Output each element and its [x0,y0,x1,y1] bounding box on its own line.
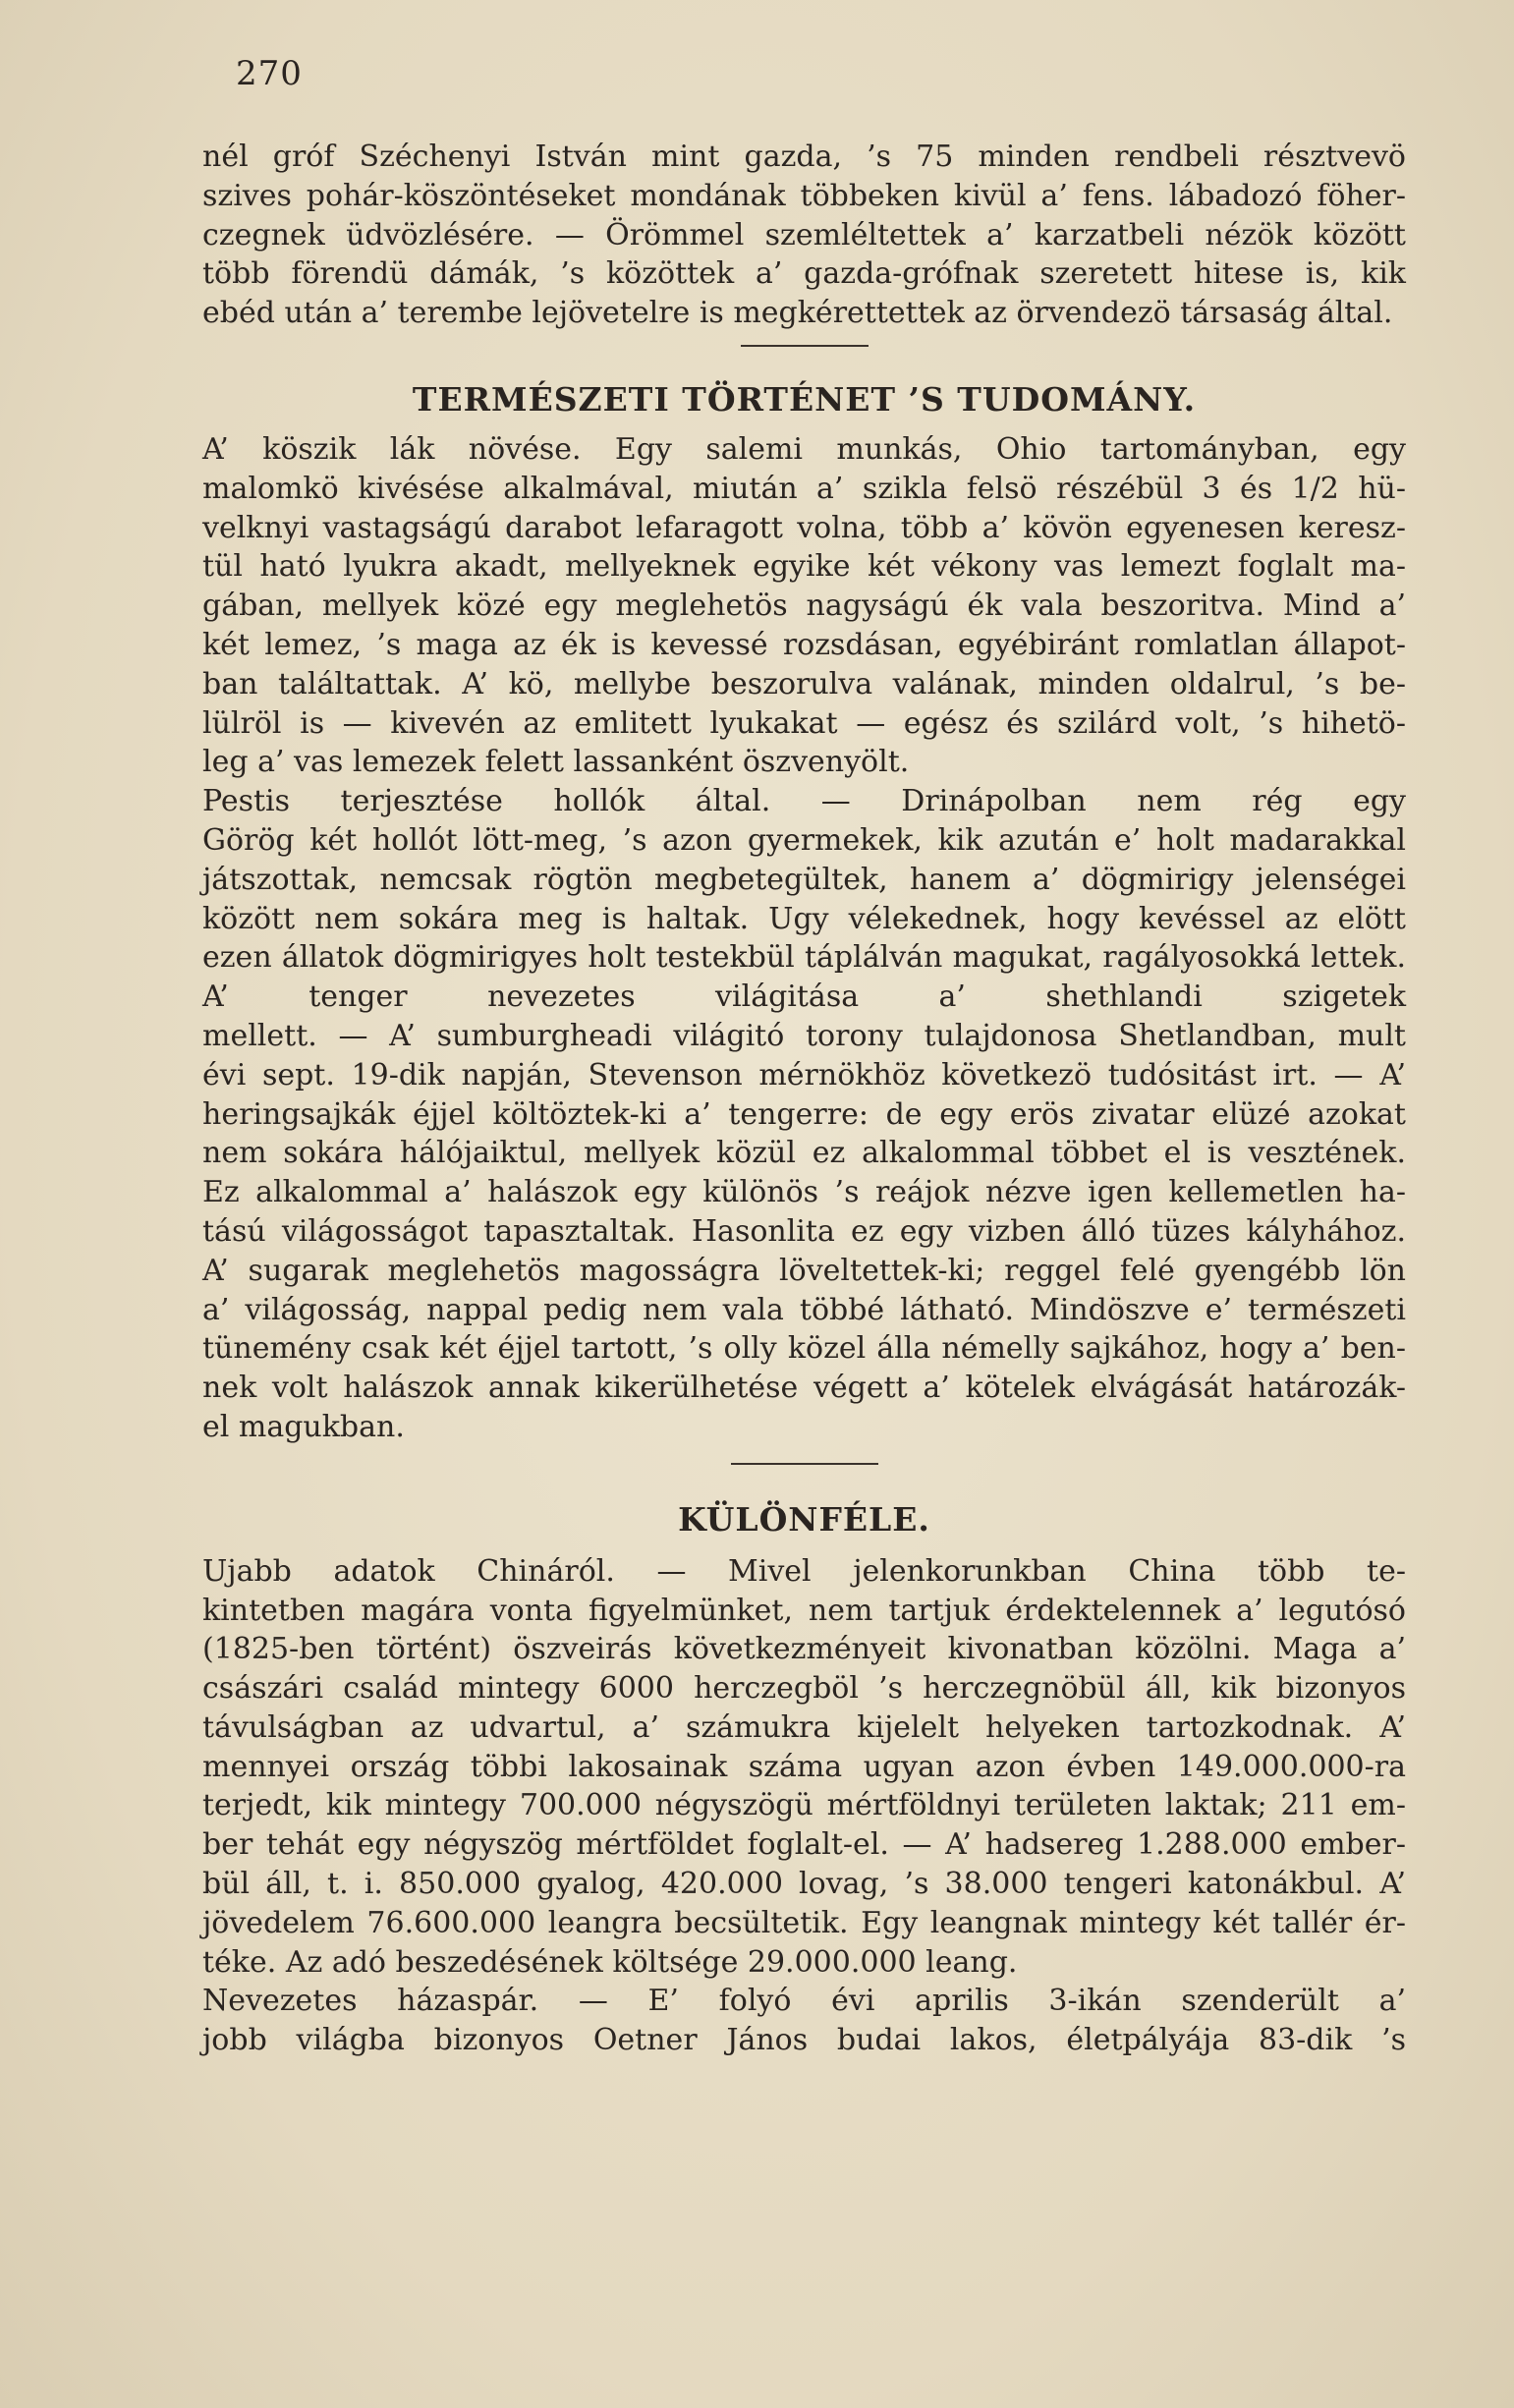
text-line: tású világosságot tapasztaltak. Hasonlita ez egy vizben álló tüzes kályhához. [202,1213,1406,1249]
paragraph-rock-growth [202,430,1406,782]
text-line: ban találtattak. A’ kö, mellybe beszorulva valának, minden oldalrul, ’s be- [202,666,1406,701]
text-line: ber tehát egy négyszög mértföldet foglalt-el. — A’ hadsereg 1.288.000 ember- [202,1827,1406,1863]
text-line: Nevezetes házaspár. — E’ folyó évi aprilis 3-ikán szenderült a’ [202,1984,1406,2019]
text-line: Ujabb adatok Chináról. — Mivel jelenkorunkban China több te- [202,1553,1406,1589]
text-line: czegnek üdvözlésére. — Örömmel szemléltettek a’ karzatbeli nézök között [202,217,1406,252]
text-line: nél gróf Széchenyi István mint gazda, ’s 75 minden rendbeli résztvevö [202,140,1406,174]
text-line: velknyi vastagságú darabot lefaragott volna, több a’ kövön egyenesen keresz- [202,510,1406,545]
intro-paragraph [202,138,1406,333]
section-divider [741,345,869,347]
section-heading-miscellaneous: KÜLÖNFÉLE. [678,1499,930,1539]
text-line: malomkö kivésése alkalmával, miután a’ szikla felsö részébül 3 és 1/2 hü- [202,471,1406,506]
text-line: A’ tenger nevezetes világitása a’ shethlandi szigetek [202,980,1406,1015]
text-line: nek volt halászok annak kikerülhetése végett a’ kötelek elvágását határozák- [202,1371,1406,1406]
text-line: A’ köszik lák növése. Egy salemi munkás, Ohio tartományban, egy [202,431,1406,467]
paragraph-plague-ravens [202,782,1406,978]
text-line: Ez alkalommal a’ halászok egy különös ’s reájok nézve igen kellemetlen ha- [202,1175,1406,1210]
text-line: tünemény csak két éjjel tartott, ’s olly közel álla némelly sajkához, hogy a’ ben- [202,1331,1406,1367]
text-line: leg a’ vas lemezek felett lassanként öszvenyölt. [202,745,910,780]
text-line: jövedelem 76.600.000 leangra becsültetik. Egy leangnak mintegy két tallér ér- [202,1905,1406,1940]
text-line: ebéd után a’ terembe lejövetelre is megkérettettek az örvendezö társaság által. [202,296,1393,331]
text-line: gában, mellyek közé egy meglehetös nagyságú ék vala beszoritva. Mind a’ [202,588,1406,624]
text-line: lülröl is — kivevén az emlitett lyukakat — egész és szilárd volt, ’s hihetö- [202,705,1406,741]
text-line: távulságban az udvartul, a’ számukra kijelelt helyeken tartozkodnak. A’ [202,1709,1406,1745]
paragraph-couple [202,1982,1406,2060]
section-divider [731,1463,878,1465]
paragraph-sea-lights [202,978,1406,1447]
text-line: téke. Az adó beszedésének költsége 29.000.000 leang. [202,1944,1018,1980]
text-line: császári család mintegy 6000 herczegböl ’s herczegnöbül áll, kik bizonyos [202,1671,1406,1707]
text-line: kintetben magára vonta figyelmünket, nem tartjuk érdektelennek a’ legutósó [202,1593,1406,1628]
text-line: két lemez, ’s maga az ék is kevessé rozsdásan, egyébiránt romlatlan állapot- [202,627,1406,662]
text-line: Görög két hollót lött-meg, ’s azon gyermekek, kik azután e’ holt madarakkal [202,822,1406,858]
text-line: el magukban. [202,1409,405,1444]
text-line: évi sept. 19-dik napján, Stevenson mérnökhöz következö tudósitást irt. — A’ [202,1057,1406,1092]
text-line: heringsajkák éjjel költöztek-ki a’ tengerre: de egy erös zivatar elüzé azokat [202,1096,1406,1132]
text-line: mellett. — A’ sumburgheadi világitó torony tulajdonosa Shetlandban, mult [202,1018,1406,1053]
text-line: több förendü dámák, ’s közöttek a’ gazda-grófnak szeretett hitese is, kik [202,256,1406,292]
text-line: között nem sokára meg is haltak. Ugy vélekednek, hogy kevéssel az elött [202,901,1406,936]
text-line: szives pohár-köszöntéseket mondának többeken kivül a’ fens. lábadozó föher- [202,178,1406,213]
text-line: (1825-ben történt) öszveirás következményeit kivonatban közölni. Maga a’ [202,1632,1406,1667]
text-line: terjedt, kik mintegy 700.000 négyszögü mértföldnyi területen laktak; 211 em- [202,1788,1406,1823]
text-line: bül áll, t. i. 850.000 gyalog, 420.000 lovag, ’s 38.000 tengeri katonákbul. A’ [202,1867,1406,1902]
text-line: Pestis terjesztése hollók által. — Drinápolban nem rég egy [202,784,1406,819]
paragraph-china [202,1552,1406,1983]
text-line: játszottak, nemcsak rögtön megbetegültek, hanem a’ dögmirigy jelenségei [202,862,1406,897]
section-heading-natural-history: TERMÉSZETI TÖRTÉNET ’S TUDOMÁNY. [412,379,1197,419]
text-line: jobb világba bizonyos Oetner János budai lakos, életpályája 83-dik ’s [202,2023,1406,2058]
text-line: A’ sugarak meglehetös magosságra löveltettek-ki; reggel felé gyengébb lön [202,1253,1406,1288]
text-line: mennyei ország többi lakosainak száma ugyan azon évben 149.000.000-ra [202,1749,1406,1784]
text-line: a’ világosság, nappal pedig nem vala többé látható. Mindöszve e’ természeti [202,1292,1406,1327]
text-line: nem sokára hálójaiktul, mellyek közül ez alkalommal többet el is vesztének. [202,1136,1406,1171]
text-line: tül ható lyukra akadt, mellyeknek egyike két vékony vas lemezt foglalt ma- [202,549,1406,585]
page-body [202,138,1406,2060]
page-number: 270 [236,54,303,93]
text-line: ezen állatok dögmirigyes holt testekbül táplálván magukat, ragályosokká lettek. [202,940,1406,976]
